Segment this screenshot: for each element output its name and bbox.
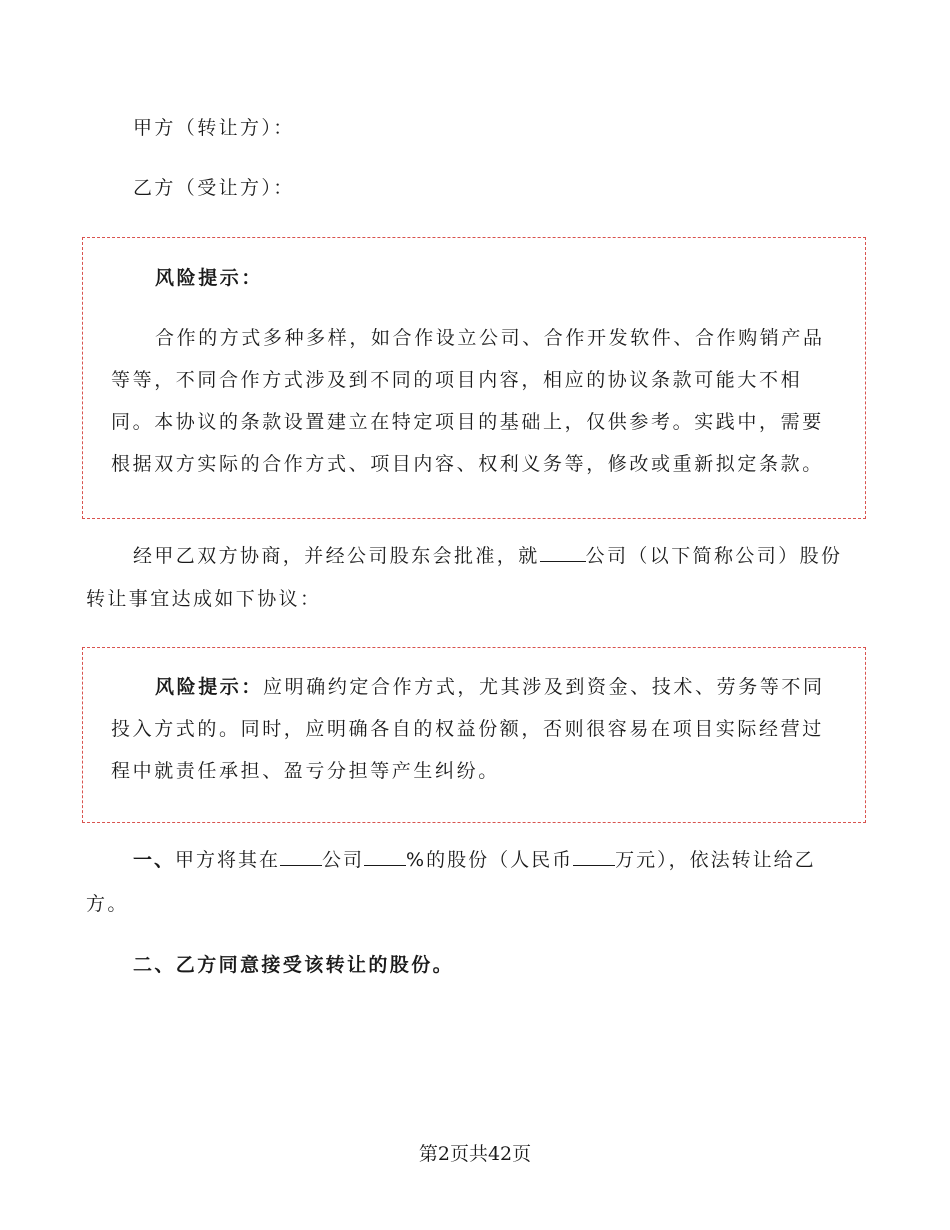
preamble-line-2: 转让事宜达成如下协议： (86, 588, 322, 610)
party-a-label: 甲方（转让方）： (133, 117, 295, 139)
risk-notice-text: 应明确约定合作方式，尤其涉及到资金、技术、劳务等不同 (263, 676, 825, 698)
clause-text: 万元），依法转让给乙 (615, 849, 816, 871)
page-number-footer: 第2页共42页 (418, 1143, 532, 1165)
clause-text: 公司 (322, 849, 365, 871)
preamble-text: 经甲乙双方协商，并经公司股东会批准，就 (133, 545, 540, 567)
risk-notice-line: 程中就责任承担、盈亏分担等产生纠纷。 (111, 760, 500, 782)
risk-notice-line: 根据双方实际的合作方式、项目内容、权利义务等，修改或重新拟定条款。 (111, 453, 824, 475)
risk-notice-line: 同。本协议的条款设置建立在特定项目的基础上，仅供参考。实践中，需要 (111, 411, 824, 433)
risk-notice-title: 风险提示： (155, 676, 264, 698)
preamble-line-1 (133, 543, 842, 568)
clause-1-line-1 (133, 847, 816, 872)
company-name-blank[interactable] (540, 543, 586, 562)
risk-notice-box-2 (82, 647, 866, 823)
risk-notice-line (155, 675, 825, 699)
clause-text: 甲方将其在 (175, 849, 281, 871)
clause-number: 一、 (133, 849, 176, 871)
risk-notice-line: 等等，不同合作方式涉及到不同的项目内容，相应的协议条款可能大不相 (111, 369, 803, 391)
company-blank[interactable] (280, 847, 322, 866)
risk-notice-box-1 (82, 237, 866, 519)
risk-notice-line: 合作的方式多种多样，如合作设立公司、合作开发软件、合作购销产品 (155, 327, 825, 349)
percent-blank[interactable] (364, 847, 406, 866)
risk-notice-line: 投入方式的。同时，应明确各自的权益份额，否则很容易在项目实际经营过 (111, 718, 824, 740)
clause-text: %的股份（人民币 (406, 849, 574, 871)
clause-1-line-2: 方。 (86, 893, 129, 915)
clause-2: 二、乙方同意接受该转让的股份。 (133, 954, 455, 976)
risk-notice-title: 风险提示： (155, 267, 264, 289)
party-b-label: 乙方（受让方）： (133, 177, 295, 199)
amount-blank[interactable] (573, 847, 615, 866)
preamble-text: 公司（以下简称公司）股份 (585, 545, 843, 567)
